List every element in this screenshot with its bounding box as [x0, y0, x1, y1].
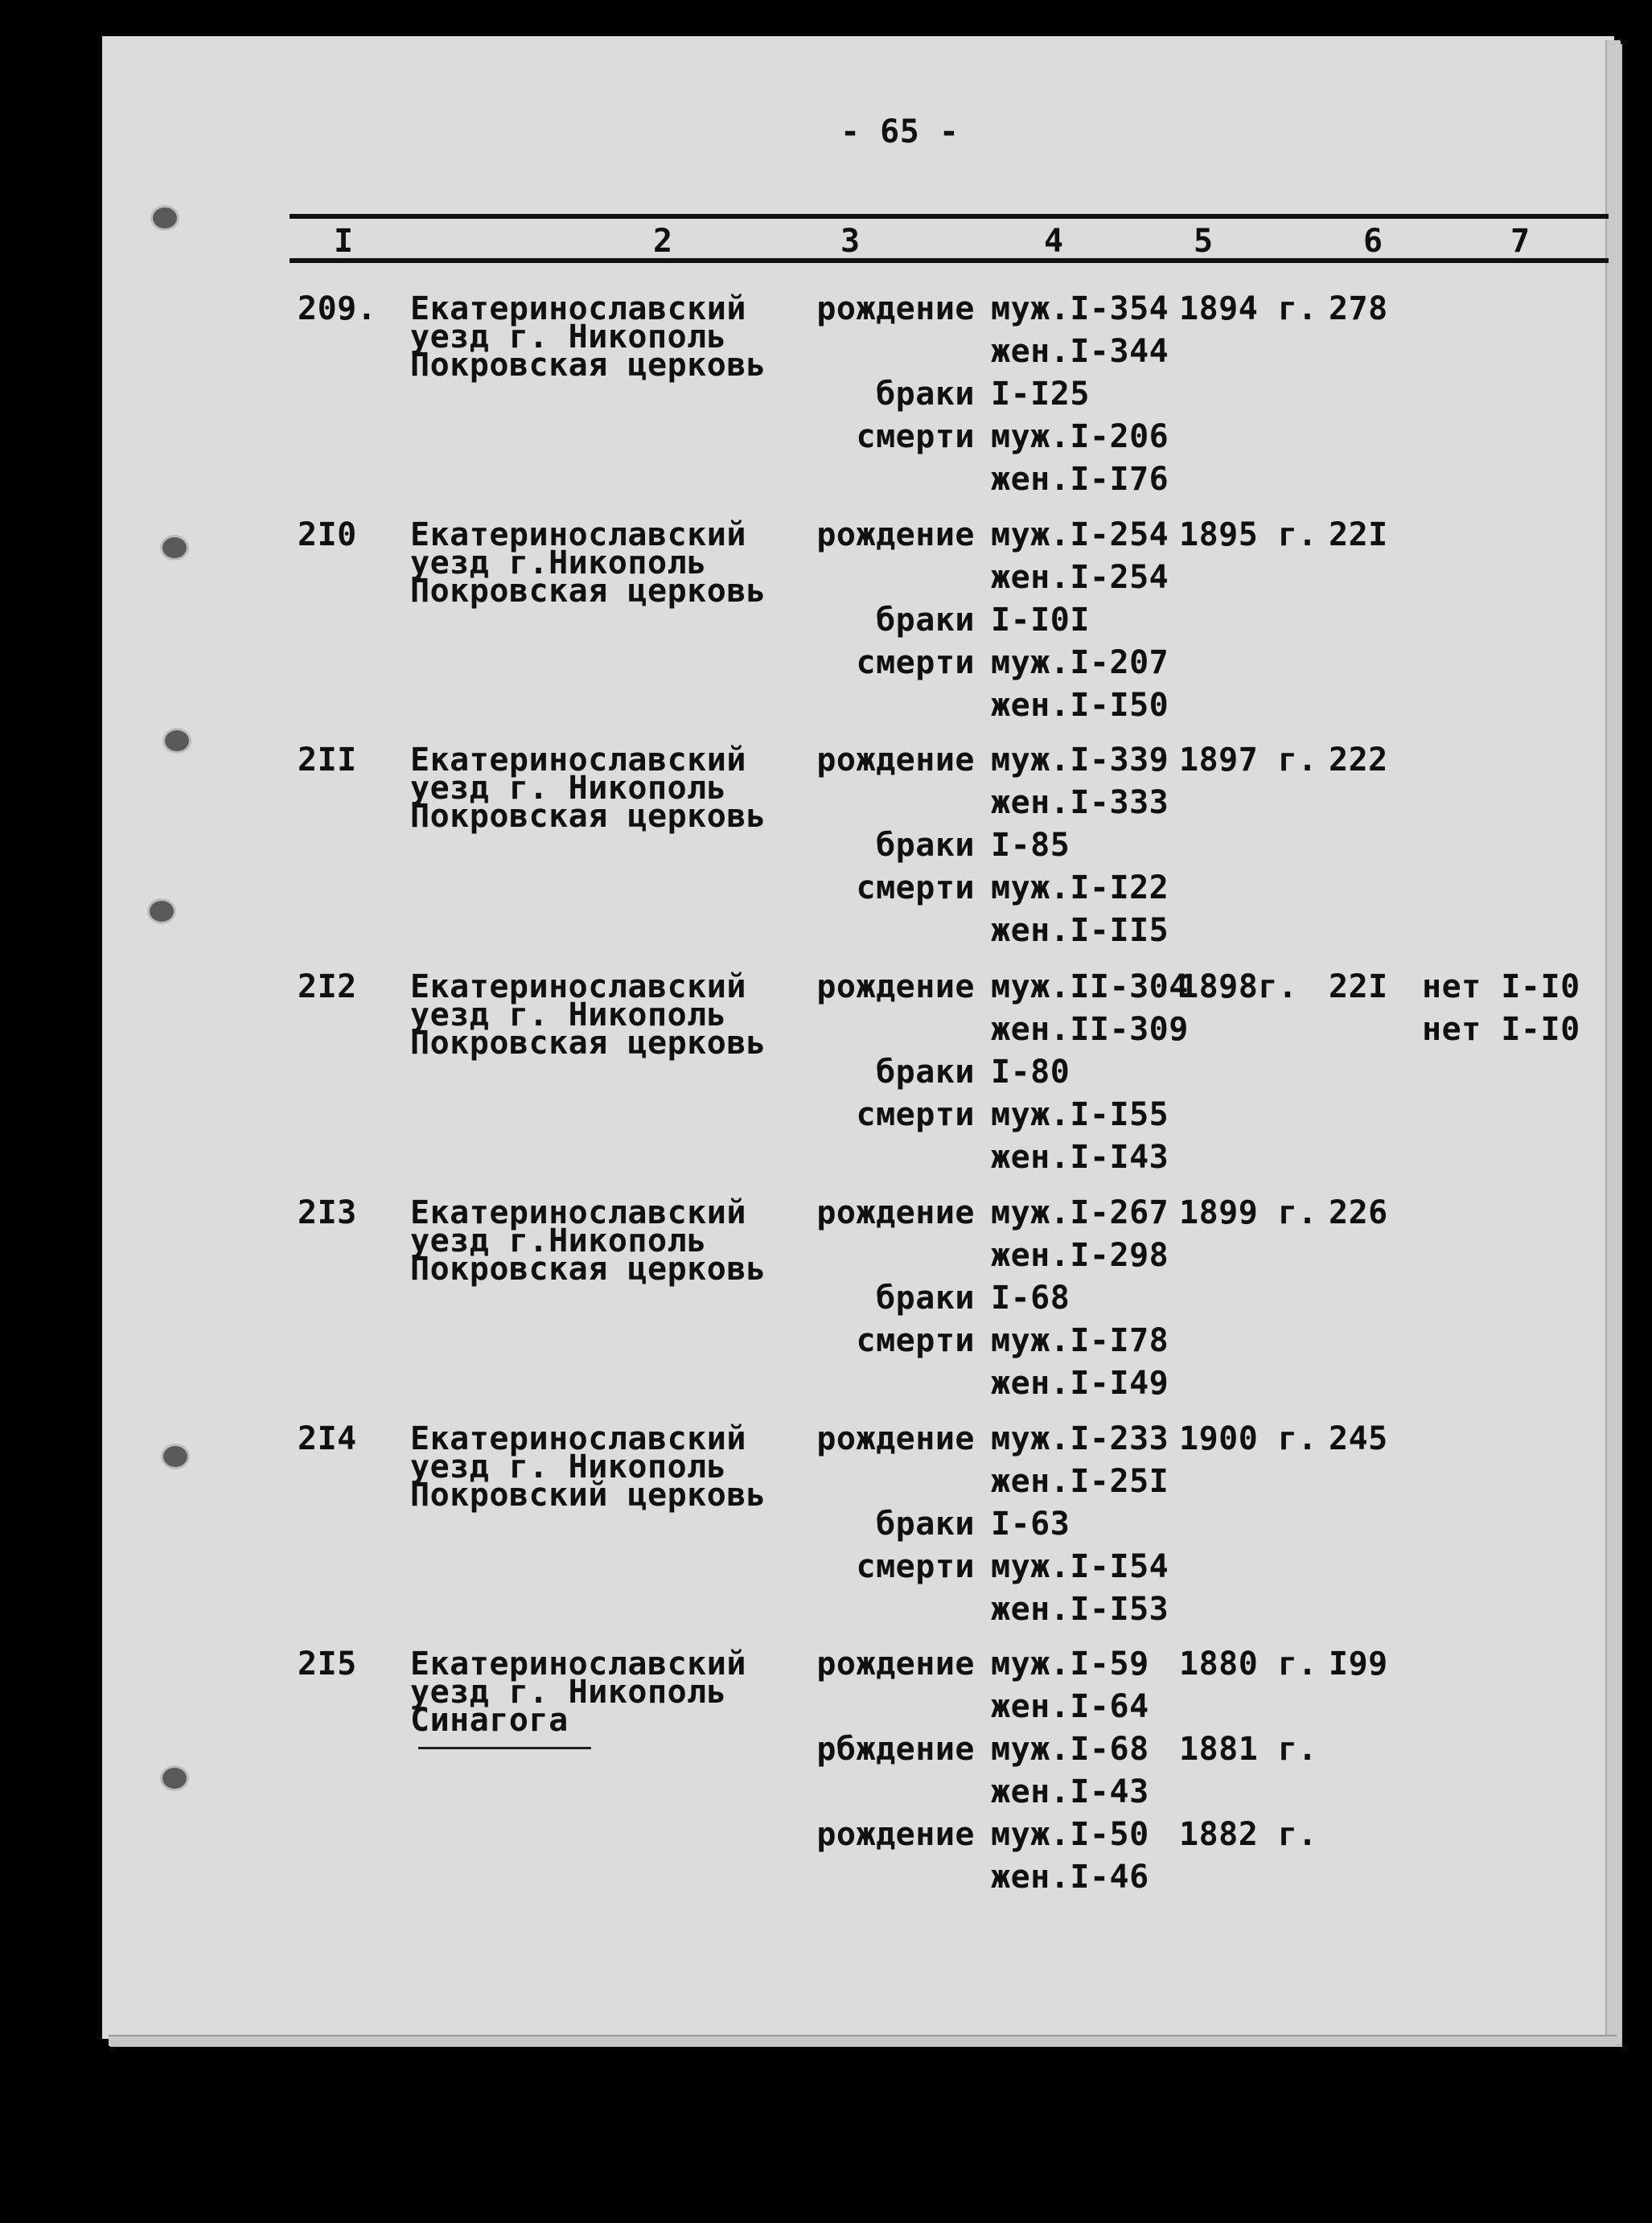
record-place-line: Екатеринославский	[410, 516, 746, 553]
record-count: I-I0I	[991, 602, 1090, 639]
synagogue-underline	[418, 1747, 591, 1749]
record-count: муж.I-254	[991, 516, 1169, 553]
record-type: смерти	[856, 418, 975, 455]
record-type: браки	[876, 1506, 975, 1543]
record-count: муж.II-304	[991, 968, 1189, 1005]
record-count: муж.I-50	[991, 1816, 1149, 1853]
record-place-line: Екатеринославский	[410, 1420, 746, 1457]
punch-hole	[162, 537, 187, 558]
record-place-line: уезд г. Никополь	[410, 1448, 727, 1485]
record-type: рбждение	[816, 1731, 975, 1768]
record-year: 1900 г.	[1179, 1420, 1318, 1457]
record-number: 2I4	[298, 1420, 357, 1457]
record-count: жен.I-I49	[991, 1365, 1169, 1402]
column-header-1: I	[334, 223, 354, 260]
record-type: рождение	[816, 516, 975, 553]
punch-hole	[165, 730, 189, 751]
record-type: браки	[876, 1280, 975, 1317]
record-place-line: Покровская церковь	[410, 1025, 766, 1062]
record-year: 1898г.	[1179, 968, 1298, 1005]
record-place-line: Покровская церковь	[410, 347, 766, 384]
record-count: муж.I-233	[991, 1420, 1169, 1457]
record-type: рождение	[816, 968, 975, 1005]
record-count: жен.I-46	[991, 1859, 1149, 1896]
page-number: - 65 -	[840, 113, 960, 150]
record-count: жен.II-309	[991, 1011, 1189, 1048]
record-count: муж.I-339	[991, 742, 1169, 779]
page-bottom-edge	[109, 2035, 1617, 2046]
record-type: смерти	[856, 1322, 975, 1359]
record-type: смерти	[856, 644, 975, 681]
record-count: муж.I-I55	[991, 1096, 1169, 1133]
record-place-line: Екатеринославский	[410, 1646, 746, 1683]
record-type: рождение	[816, 1420, 975, 1457]
record-place-line: уезд г.Никополь	[410, 1222, 707, 1259]
record-place-line: Покровская церковь	[410, 1251, 766, 1288]
column-header-6: 6	[1363, 223, 1383, 260]
record-type: рождение	[816, 1816, 975, 1853]
record-count: жен.I-I43	[991, 1139, 1169, 1176]
record-place-line: Екатеринославский	[410, 742, 746, 779]
punch-hole	[150, 901, 174, 922]
record-note: нет I-I0	[1422, 968, 1580, 1005]
record-page: I99	[1329, 1646, 1388, 1683]
record-count: жен.I-333	[991, 784, 1169, 821]
punch-hole	[163, 1446, 187, 1467]
record-year: 1882 г.	[1179, 1816, 1318, 1853]
record-type: рождение	[816, 290, 975, 327]
record-number: 2I3	[298, 1194, 357, 1231]
record-type: браки	[876, 1054, 975, 1091]
record-place-line: Екатеринославский	[410, 968, 746, 1005]
record-count: I-80	[991, 1054, 1071, 1091]
record-type: смерти	[856, 1548, 975, 1585]
record-place-line: уезд г. Никополь	[410, 318, 727, 355]
record-count: жен.I-64	[991, 1688, 1149, 1725]
record-count: I-I25	[991, 376, 1090, 413]
record-count: муж.I-267	[991, 1194, 1169, 1231]
record-count: жен.I-43	[991, 1773, 1149, 1810]
column-header-5: 5	[1194, 223, 1214, 260]
record-page: 226	[1329, 1194, 1388, 1231]
record-year: 1895 г.	[1179, 516, 1318, 553]
record-page: 22I	[1329, 968, 1388, 1005]
record-count: жен.I-I50	[991, 687, 1169, 724]
record-place-line: Покровская церковь	[410, 573, 766, 610]
record-count: муж.I-207	[991, 644, 1169, 681]
record-count: муж.I-I22	[991, 869, 1169, 906]
record-count: муж.I-I54	[991, 1548, 1169, 1585]
record-place-line: уезд г. Никополь	[410, 1674, 727, 1711]
record-count: жен.I-254	[991, 559, 1169, 596]
record-place-line: Екатеринославский	[410, 1194, 746, 1231]
record-place-line: Синагога	[410, 1702, 569, 1739]
record-number: 2I2	[298, 968, 357, 1005]
record-place-line: Екатеринославский	[410, 290, 746, 327]
column-header-2: 2	[653, 223, 673, 260]
record-type: рождение	[816, 742, 975, 779]
record-type: рождение	[816, 1646, 975, 1683]
record-place-line: Покровская церковь	[410, 798, 766, 835]
record-count: муж.I-68	[991, 1731, 1149, 1768]
record-count: жен.I-25I	[991, 1463, 1169, 1500]
record-count: жен.I-I53	[991, 1591, 1169, 1628]
record-page: 278	[1329, 290, 1388, 327]
page-edge	[1605, 40, 1620, 2043]
record-year: 1899 г.	[1179, 1194, 1318, 1231]
record-number: 2I0	[298, 516, 357, 553]
punch-hole	[162, 1768, 187, 1789]
record-place-line: Покровский церковь	[410, 1477, 766, 1514]
record-number: 2II	[298, 742, 357, 779]
record-count: жен.I-298	[991, 1237, 1169, 1274]
record-count: I-68	[991, 1280, 1071, 1317]
record-type: браки	[876, 602, 975, 639]
record-year: 1897 г.	[1179, 742, 1318, 779]
record-number: 2I5	[298, 1646, 357, 1683]
record-type: смерти	[856, 869, 975, 906]
header-rule-top	[290, 214, 1609, 219]
record-type: смерти	[856, 1096, 975, 1133]
record-year: 1881 г.	[1179, 1731, 1318, 1768]
column-header-3: 3	[840, 223, 861, 260]
record-page: 245	[1329, 1420, 1388, 1457]
column-header-7: 7	[1510, 223, 1531, 260]
record-page: 222	[1329, 742, 1388, 779]
record-count: I-85	[991, 827, 1071, 864]
record-page: 22I	[1329, 516, 1388, 553]
record-count: муж.I-206	[991, 418, 1169, 455]
record-place-line: уезд г.Никополь	[410, 544, 707, 581]
punch-hole	[153, 208, 177, 228]
record-year: 1894 г.	[1179, 290, 1318, 327]
record-count: муж.I-59	[991, 1646, 1149, 1683]
record-type: браки	[876, 376, 975, 413]
record-note: нет I-I0	[1422, 1011, 1580, 1048]
record-number: 209.	[298, 290, 377, 327]
record-type: браки	[876, 827, 975, 864]
record-count: муж.I-I78	[991, 1322, 1169, 1359]
record-count: жен.I-344	[991, 333, 1169, 370]
record-count: жен.I-II5	[991, 912, 1169, 949]
header-rule-bottom	[290, 258, 1609, 263]
record-count: I-63	[991, 1506, 1071, 1543]
record-place-line: уезд г. Никополь	[410, 770, 727, 807]
record-count: жен.I-I76	[991, 461, 1169, 498]
record-count: муж.I-354	[991, 290, 1169, 327]
record-year: 1880 г.	[1179, 1646, 1318, 1683]
column-header-4: 4	[1044, 223, 1064, 260]
record-place-line: уезд г. Никополь	[410, 996, 727, 1033]
record-type: рождение	[816, 1194, 975, 1231]
